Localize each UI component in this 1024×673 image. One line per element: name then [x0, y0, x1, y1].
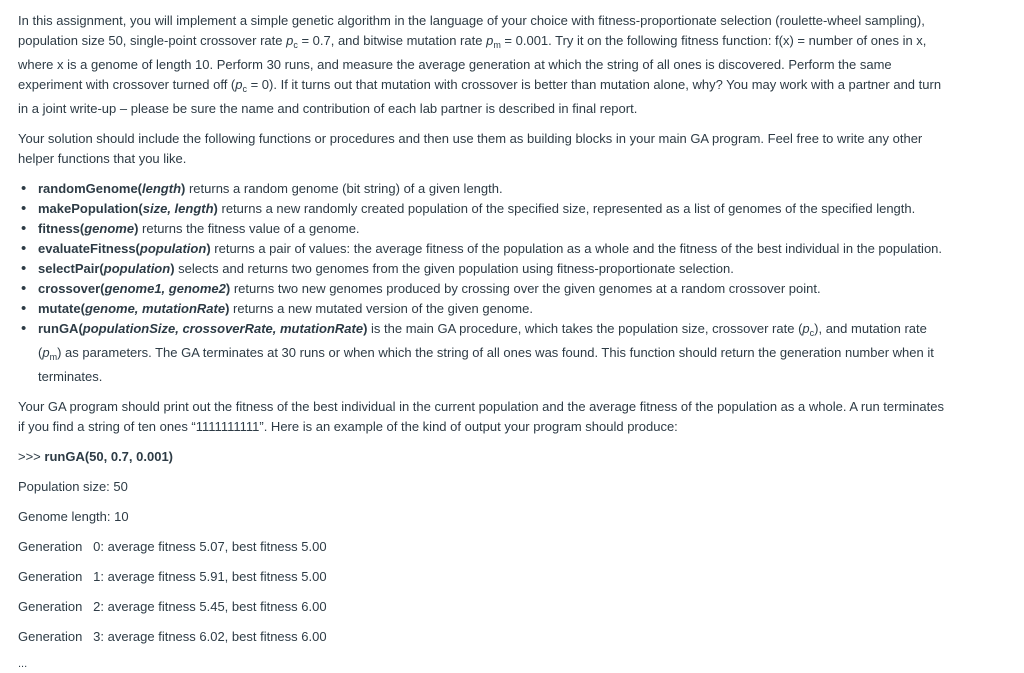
intro-text: = 0.001. Try it on the following fitness function: f(x) = number of ones in x, [500, 33, 927, 48]
pc-symbol: p [235, 77, 243, 92]
prompt-symbol: >>> [18, 449, 45, 464]
intro-paragraph [18, 11, 948, 119]
function-close: ) [170, 261, 175, 276]
function-desc: returns a new mutated version of the given genome. [229, 301, 533, 316]
list-item [38, 219, 948, 239]
intro-text: = 0.7, and bitwise mutation rate [297, 33, 487, 48]
pm-subscript: m [493, 40, 501, 50]
ellipsis: ... [18, 658, 28, 670]
function-desc: returns two new genomes produced by crossing over the given genomes at a random crossover point. [230, 281, 821, 296]
list-item [38, 279, 948, 299]
function-args: populationSize, crossoverRate, mutationRate [82, 321, 364, 336]
pm-symbol: p [42, 345, 50, 360]
function-args: genome, mutationRate [84, 301, 226, 316]
function-close: ) [134, 221, 139, 236]
list-item [38, 239, 948, 259]
generation-line: Generation 1: average fitness 5.91, best fitness 5.00 [18, 569, 327, 584]
function-args: genome [84, 221, 135, 236]
genome-length-line: Genome length: 10 [18, 509, 129, 524]
pc-subscript: c [242, 84, 247, 94]
pm-subscript: m [49, 352, 58, 362]
list-item [38, 179, 948, 199]
program-paragraph: Your GA program should print out the fitness of the best individual in the current population and the average fitness of the population as a whole. A run terminates if you find a string of ten ones “1111111111”. Here is an example of the kind of output your program should produce: [18, 399, 944, 434]
function-desc: returns the fitness value of a genome. [138, 221, 360, 236]
pc-symbol: p [286, 33, 294, 48]
pc-subscript: c [293, 40, 298, 50]
function-desc: ) as parameters. The GA terminates at 30 runs or when which the string of all ones was found. This function should return the generation number when it terminates. [38, 345, 934, 384]
intro-text: population size 50, single-point crossover rate [18, 33, 287, 48]
function-desc: returns a random genome (bit string) of a given length. [185, 181, 503, 196]
population-size-line: Population size: 50 [18, 479, 128, 494]
list-item [38, 299, 948, 319]
generation-line: Generation 2: average fitness 5.45, best fitness 6.00 [18, 599, 327, 614]
list-item [38, 199, 948, 219]
function-name: runGA( [38, 321, 83, 336]
function-desc: returns a pair of values: the average fitness of the population as a whole and the fitness of the best individual in the population. [210, 241, 943, 256]
intro-text: experiment with crossover turned off ( [18, 77, 236, 92]
command-line [18, 447, 948, 467]
function-close: ) [225, 281, 231, 296]
function-desc: is the main GA procedure, which takes the population size, crossover rate ( [367, 321, 803, 336]
function-name: crossover( [38, 281, 105, 296]
function-desc: selects and returns two genomes from the given population using fitness-proportionate selection. [174, 261, 734, 276]
generation-line: Generation 0: average fitness 5.07, best fitness 5.00 [18, 539, 327, 554]
function-name: fitness( [38, 221, 85, 236]
pc-subscript: c [809, 328, 815, 338]
function-list [18, 179, 948, 387]
function-name: selectPair( [38, 261, 104, 276]
function-args: length [142, 181, 182, 196]
generation-line: Generation 3: average fitness 6.02, best fitness 6.00 [18, 629, 327, 644]
solution-paragraph: Your solution should include the following functions or procedures and then use them as building blocks in your main GA program. Feel free to write any other helper functions that you like. [18, 131, 923, 166]
function-desc: ), and mutation rate ( [38, 321, 927, 360]
function-desc: returns a new randomly created population of the specified size, represented as a list of genomes of the specified length. [217, 201, 916, 216]
list-item [38, 319, 948, 387]
function-args: population [103, 261, 171, 276]
function-name: makePopulation( [38, 201, 143, 216]
pc-symbol: p [802, 321, 810, 336]
intro-text: = 0). If it turns out that mutation with crossover is better than mutation alone, why? You may work with a partner and [246, 77, 916, 92]
pm-symbol: p [486, 33, 494, 48]
function-close: ) [181, 181, 186, 196]
intro-text: In this assignment, you will implement a simple genetic algorithm in the language of your choice with fitness-proportionate selection (roulette-wheel sampling), [18, 13, 925, 28]
function-close: ) [213, 201, 218, 216]
function-close: ) [206, 241, 211, 256]
function-close: ) [363, 321, 368, 336]
list-item [38, 259, 948, 279]
function-close: ) [225, 301, 230, 316]
function-args: population [139, 241, 207, 256]
function-args: genome1, genome2 [104, 281, 226, 296]
function-name: evaluateFitness( [38, 241, 140, 256]
function-name: randomGenome( [38, 181, 143, 196]
intro-text: turn in a joint write-up – please be sure the name and contribution of each lab partner is described in final report. [18, 77, 942, 116]
intro-text: where x is a genome of length 10. Perform 30 runs, and measure the average generation at which the string of all ones is discovered. Perform the same [18, 57, 892, 72]
function-name: mutate( [38, 301, 85, 316]
function-args: size, length [142, 201, 214, 216]
command-text: runGA(50, 0.7, 0.001) [44, 449, 174, 464]
